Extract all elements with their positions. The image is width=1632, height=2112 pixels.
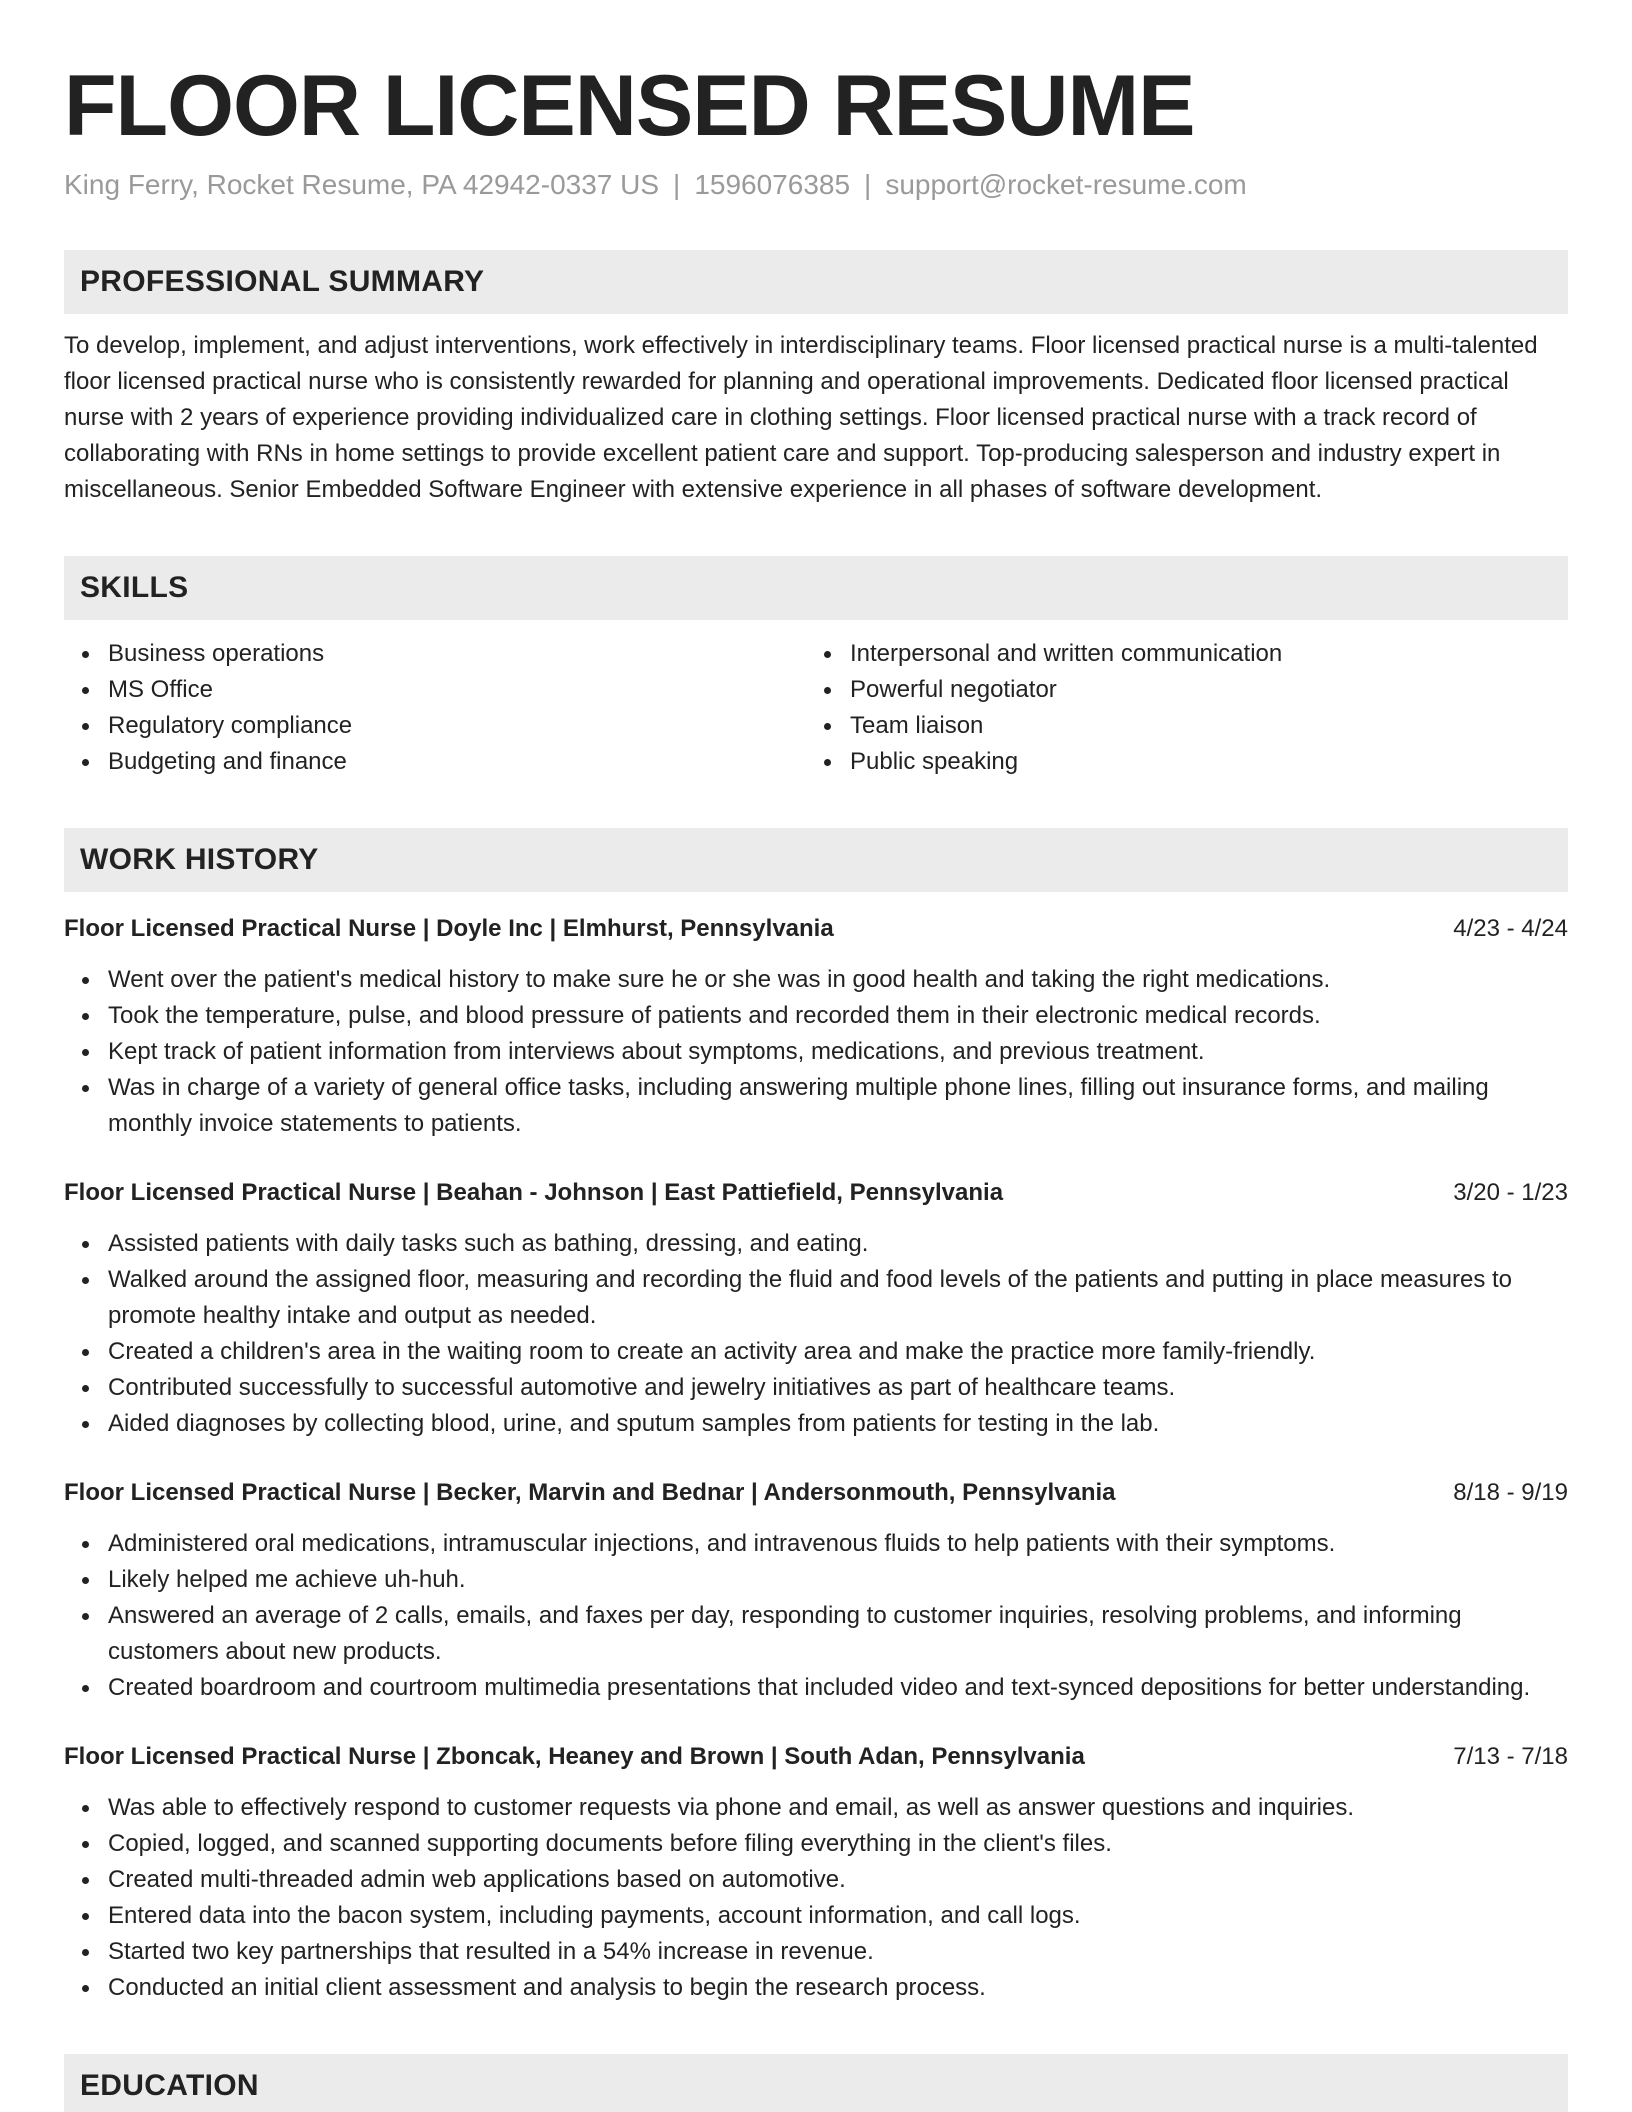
contact-phone: 1596076385 xyxy=(694,169,851,200)
section-title: WORK HISTORY xyxy=(80,843,319,876)
section-header-skills xyxy=(64,556,1568,620)
contact-separator: | xyxy=(864,169,872,200)
skills-column-left xyxy=(64,636,806,780)
job-bullets xyxy=(64,1790,1568,2006)
job-bullets xyxy=(64,1526,1568,1706)
job-bullet: Likely helped me achieve uh-huh. xyxy=(64,1562,1568,1598)
job-dates: 7/13 - 7/18 xyxy=(1453,1743,1568,1770)
section-header-work-history xyxy=(64,828,1568,892)
job-bullet: Conducted an initial client assessment and analysis to begin the research process. xyxy=(64,1970,1568,2006)
job-bullet: Assisted patients with daily tasks such as bathing, dressing, and eating. xyxy=(64,1226,1568,1262)
summary-text: To develop, implement, and adjust interventions, work effectively in interdisciplinary teams. Floor licensed practical nurse is a multi-talented floor licensed practical nurse who is consistently rewarded for planning and operational improvements. Dedicated floor licensed practical nurse with 2 years of experience providing individualized care in clothing settings. Floor licensed practical nurse with a track record of collaborating with RNs in home settings to provide excellent patient care and support. Top-producing salesperson and industry expert in miscellaneous. Senior Embedded Software Engineer with extensive experience in all phases of software development. xyxy=(64,332,1538,503)
job-title: Floor Licensed Practical Nurse | Zboncak, Heaney and Brown | South Adan, Pennsylvania xyxy=(64,1743,1085,1770)
resume-title: FLOOR LICENSED RESUME xyxy=(64,58,1195,154)
job-bullets xyxy=(64,1226,1568,1442)
section-header-summary xyxy=(64,250,1568,314)
job-bullet: Contributed successfully to successful automotive and jewelry initiatives as part of healthcare teams. xyxy=(64,1370,1568,1406)
job-bullet: Started two key partnerships that resulted in a 54% increase in revenue. xyxy=(64,1934,1568,1970)
skill-item: Team liaison xyxy=(806,708,1548,744)
skill-item: Interpersonal and written communication xyxy=(806,636,1548,672)
job-bullet: Created boardroom and courtroom multimedia presentations that included video and text-synced depositions for better understanding. xyxy=(64,1670,1568,1706)
job-title: Floor Licensed Practical Nurse | Becker, Marvin and Bednar | Andersonmouth, Pennsylvania xyxy=(64,1479,1116,1506)
job-entry xyxy=(64,912,1568,1142)
job-bullet: Created multi-threaded admin web applications based on automotive. xyxy=(64,1862,1568,1898)
job-bullet: Copied, logged, and scanned supporting documents before filing everything in the client's files. xyxy=(64,1826,1568,1862)
contact-address: King Ferry, Rocket Resume, PA 42942-0337 US xyxy=(64,169,660,200)
skill-item: Public speaking xyxy=(806,744,1548,780)
job-bullet: Was able to effectively respond to customer requests via phone and email, as well as answer questions and inquiries. xyxy=(64,1790,1568,1826)
job-bullet: Walked around the assigned floor, measuring and recording the fluid and food levels of the patients and putting in place measures to promote healthy intake and output as needed. xyxy=(64,1262,1568,1334)
skill-item: Regulatory compliance xyxy=(64,708,806,744)
job-dates: 8/18 - 9/19 xyxy=(1453,1479,1568,1506)
section-header-education xyxy=(64,2054,1568,2112)
skill-item: MS Office xyxy=(64,672,806,708)
job-dates: 4/23 - 4/24 xyxy=(1453,915,1568,942)
job-dates: 3/20 - 1/23 xyxy=(1453,1179,1568,1206)
job-bullet: Was in charge of a variety of general office tasks, including answering multiple phone lines, filling out insurance forms, and mailing monthly invoice statements to patients. xyxy=(64,1070,1568,1142)
job-bullet: Kept track of patient information from interviews about symptoms, medications, and previous treatment. xyxy=(64,1034,1568,1070)
contact-line xyxy=(64,168,1568,202)
skills-column-right xyxy=(806,636,1548,780)
job-bullet: Took the temperature, pulse, and blood pressure of patients and recorded them in their electronic medical records. xyxy=(64,998,1568,1034)
skill-item: Powerful negotiator xyxy=(806,672,1548,708)
job-bullet: Aided diagnoses by collecting blood, urine, and sputum samples from patients for testing in the lab. xyxy=(64,1406,1568,1442)
job-header xyxy=(64,1176,1568,1210)
skill-item: Budgeting and finance xyxy=(64,744,806,780)
job-title: Floor Licensed Practical Nurse | Doyle Inc | Elmhurst, Pennsylvania xyxy=(64,915,834,942)
job-bullet: Entered data into the bacon system, including payments, account information, and call logs. xyxy=(64,1898,1568,1934)
job-entry xyxy=(64,1740,1568,2006)
job-entry xyxy=(64,1476,1568,1706)
job-entry xyxy=(64,1176,1568,1442)
job-bullet: Created a children's area in the waiting room to create an activity area and make the practice more family-friendly. xyxy=(64,1334,1568,1370)
job-header xyxy=(64,1740,1568,1774)
job-header xyxy=(64,1476,1568,1510)
skill-item: Business operations xyxy=(64,636,806,672)
job-title: Floor Licensed Practical Nurse | Beahan - Johnson | East Pattiefield, Pennsylvania xyxy=(64,1179,1004,1206)
job-header xyxy=(64,912,1568,946)
section-title: SKILLS xyxy=(80,571,189,604)
job-bullet: Administered oral medications, intramuscular injections, and intravenous fluids to help patients with their symptoms. xyxy=(64,1526,1568,1562)
job-bullet: Went over the patient's medical history to make sure he or she was in good health and taking the right medications. xyxy=(64,962,1568,998)
job-bullets xyxy=(64,962,1568,1142)
skills-list xyxy=(64,636,1568,780)
contact-email: support@rocket-resume.com xyxy=(885,169,1247,200)
section-title: EDUCATION xyxy=(80,2069,259,2102)
job-bullet: Answered an average of 2 calls, emails, and faxes per day, responding to customer inquiries, resolving problems, and informing customers about new products. xyxy=(64,1598,1568,1670)
contact-separator: | xyxy=(673,169,681,200)
section-title: PROFESSIONAL SUMMARY xyxy=(80,265,485,298)
